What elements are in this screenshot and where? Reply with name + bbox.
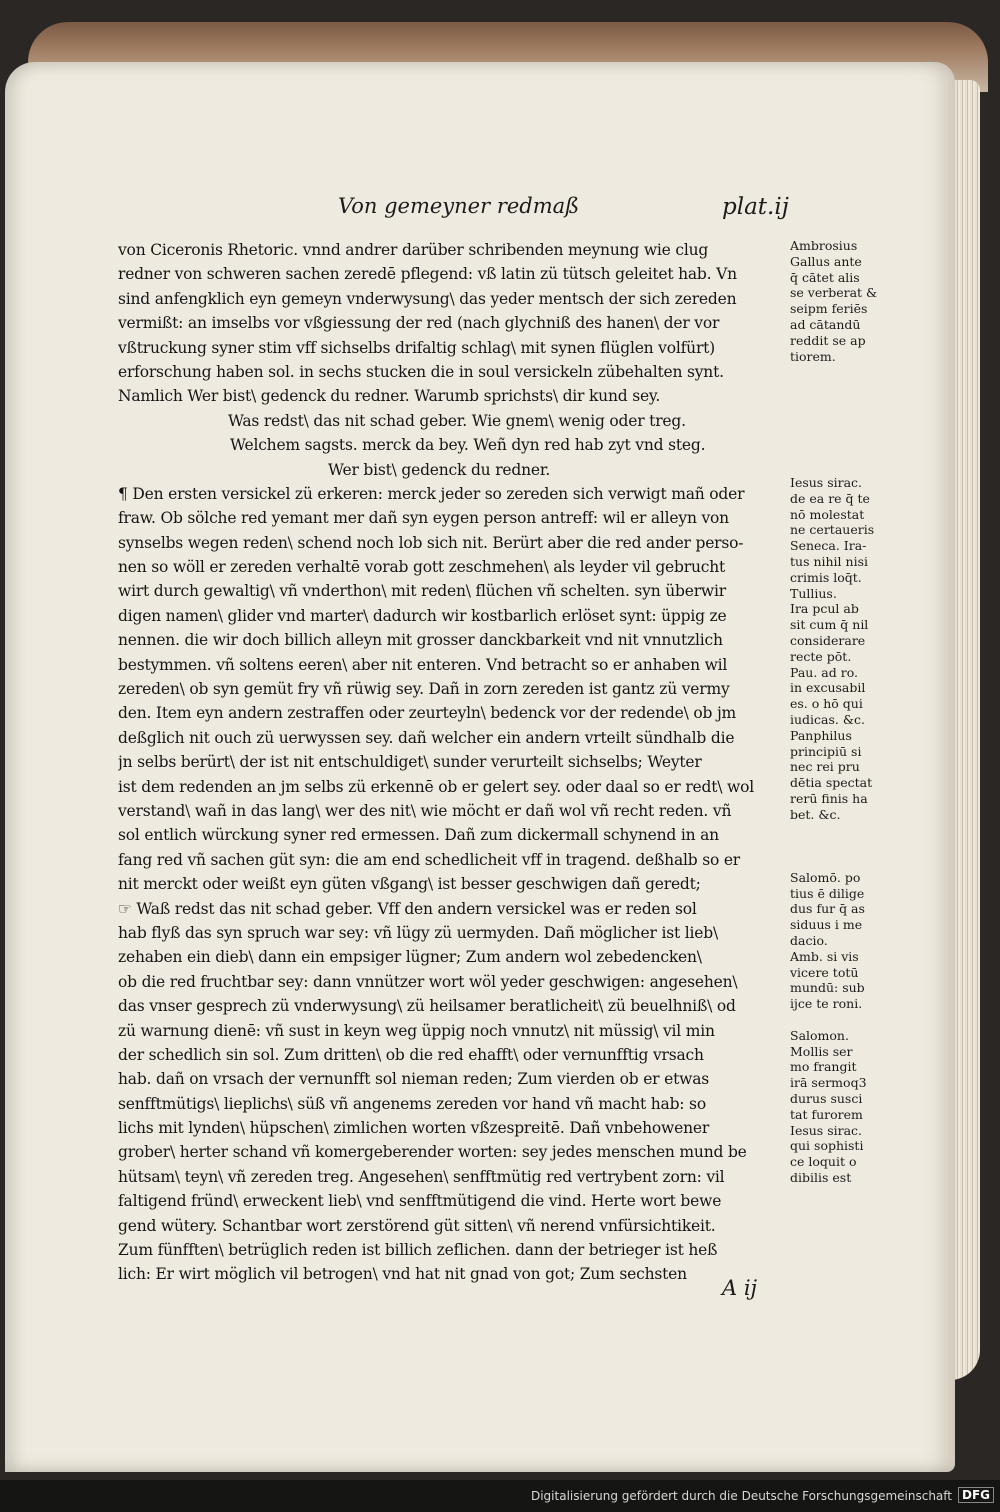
text-line: fang red vñ sachen güt syn: die am end schedlicheit vff in tragend. deßhalb so er: [118, 850, 741, 869]
text-line: Namlich Wer bist\ gedenck du redner. Warumb sprichsts\ dir kund sey.: [118, 387, 661, 406]
text-line: senfftmütigs\ lieplichs\ süß vñ angenems zereden vor hand vñ macht hab: so: [118, 1094, 706, 1113]
text-line: nennen. die wir doch billich alleyn mit grosser danckbarkeit vnd nit vnnutzlich: [118, 631, 723, 650]
margin-note-line: [790, 428, 890, 444]
text-line: den. Item eyn andern zestraffen oder zeurteyln\ bedenck vor der redende\ ob jm: [118, 704, 737, 723]
text-line: das vnser gesprech zü vnderwysung\ zü heilsamer beratlicheit\ zü beuelhniß\ od: [118, 997, 736, 1016]
margin-note-line: [790, 412, 890, 428]
text-line: vermißt: an imselbs vor vßgiessung der red (nach glychniß des hanen\ der vor: [118, 314, 720, 333]
margin-note-line: [790, 459, 890, 475]
margin-note-line: dētia spectat: [790, 775, 873, 791]
margin-note-line: Tullius.: [790, 585, 837, 601]
margin-note-line: rerū finis ha: [790, 790, 868, 806]
text-line: Zum fünfften\ betrüglich reden ist billich zeflichen. dann der betrieger ist heß: [118, 1241, 718, 1260]
text-line: vßtruckung syner stim vff sichselbs drifaltig schlag\ mit synen flüglen volfürt): [118, 338, 716, 357]
text-line: zehaben ein dieb\ dann ein empsiger lügner; Zum andern wol zebedencken\: [118, 948, 702, 967]
margin-note-line: sit cum q̄ nil: [790, 617, 869, 633]
text-line: verstand\ wañ in das lang\ wer des nit\ wie möcht er dañ wol vñ recht reden. vñ: [118, 801, 732, 820]
text-line: sol entlich würckung syner red ermessen. Dañ zum dickermall schynend in an: [118, 826, 719, 845]
margin-note-line: nec rei pru: [790, 759, 860, 775]
margin-note-line: crimis loq̄t.: [790, 569, 862, 585]
text-line: lich: Er wirt möglich vil betrogen\ vnd hat nit gnad von got; Zum sechsten: [118, 1265, 687, 1284]
text-line: zereden\ ob syn gemüt fry vñ rüwig sey. Dañ in zorn zereden ist gantz zü vermy: [118, 680, 730, 699]
text-line: sind anfengklich eyn gemeyn vnderwysung\ das yeder mentsch der sich zereden: [118, 289, 737, 308]
margin-note-line: ad cātandū: [790, 316, 861, 332]
text-line: gend wütery. Schantbar wort zerstörend güt sitten\ vñ nerend vnfürsichtikeit.: [118, 1216, 716, 1235]
text-line: wirt durch gewaltig\ vñ vnderthon\ mit reden\ flüchen vñ schelten. syn überwir: [118, 582, 726, 601]
text-line: Welchem sagsts. merck da bey. Weñ dyn red hab zyt vnd steg.: [230, 436, 706, 455]
margin-note-line: [790, 838, 890, 854]
margin-note-line: q̄ cātet alis: [790, 269, 860, 285]
text-line: jn selbs berürt\ der ist nit entschuldiget\ sunder verurteilt sichselbs; Weyter: [118, 753, 702, 772]
margin-note-line: tus nihil nisi: [790, 553, 868, 569]
margin-note-line: considerare: [790, 632, 866, 648]
text-line: redner von schweren sachen zeredē pflegend: vß latin zü tütsch geleitet hab. Vn: [118, 265, 737, 284]
margin-note-line: Ira pcul ab: [790, 601, 859, 617]
text-line: bestymmen. vñ soltens eeren\ aber nit enteren. Vnd betracht so er anhaben wil: [118, 655, 728, 674]
text-line: hab flyß das syn spruch war sey: vñ lügy zü uermyden. Dañ möglicher ist lieb\: [118, 923, 718, 942]
margin-note-line: ijce te roni.: [790, 996, 863, 1012]
margin-note-line: [790, 854, 890, 870]
margin-note-line: qui sophisti: [790, 1138, 864, 1154]
margin-note-line: [790, 443, 890, 459]
margin-note-line: Mollis ser: [790, 1043, 853, 1059]
text-line: hütsam\ teyn\ vñ zereden treg. Angesehen\ senfftmütig red vertrybent zorn: vil: [118, 1167, 725, 1186]
margin-note-line: Iesus sirac.: [790, 1122, 863, 1138]
margin-note-line: mo frangit: [790, 1059, 857, 1075]
text-line: lichs mit lynden\ hüpschen\ zimlichen worten vßzespreitē. Dañ vnbehowener: [118, 1119, 710, 1138]
margin-note-line: Amb. si vis: [790, 948, 859, 964]
margin-note-line: es. o hō qui: [790, 696, 863, 712]
margin-note-line: se verberat &: [790, 285, 878, 301]
text-line: erforschung haben sol. in sechs stucken die in soul versickeln zübehalten synt.: [118, 362, 724, 381]
margin-note-line: [790, 364, 890, 380]
margin-note-line: principiū si: [790, 743, 862, 759]
margin-note-line: reddit se ap: [790, 332, 866, 348]
folio-number: plat.ij: [722, 194, 789, 220]
margin-note-line: Salomō. po: [790, 869, 861, 885]
margin-note-line: ne certaueris: [790, 522, 875, 538]
text-line: nen so wöll er zereden verhaltē vorab gott zeschmehen\ als leyder vil gebrucht: [118, 558, 726, 577]
text-line: der schedlich sin sol. Zum dritten\ ob die red ehafft\ oder vernunfftig vrsach: [118, 1045, 704, 1064]
margin-note-line: Salomon.: [790, 1027, 849, 1043]
margin-note-line: dacio.: [790, 933, 828, 949]
margin-note-line: bet. &c.: [790, 806, 841, 822]
margin-note-line: mundū: sub: [790, 980, 865, 996]
text-line: ☞ Waß redst das nit schad geber. Vff den andern versickel was er reden sol: [118, 899, 697, 918]
margin-note-line: [790, 380, 890, 396]
text-line: faltigend fründ\ erweckent lieb\ vnd senfftmütigend die vind. Herte wort bewe: [118, 1192, 722, 1211]
margin-note-line: tat furorem: [790, 1106, 863, 1122]
margin-note-line: de ea re q̄ te: [790, 490, 870, 506]
running-title: Von gemeyner redmaß: [338, 194, 580, 218]
dfg-logo: DFG: [958, 1487, 994, 1503]
footer-credit: Digitalisierung gefördert durch die Deutsche Forschungsgemeinschaft: [530, 1489, 952, 1503]
margin-note-line: dus fur q̄ as: [790, 901, 865, 917]
margin-note-line: [790, 396, 890, 412]
margin-note-line: Gallus ante: [790, 253, 862, 269]
margin-note-line: Iesus sirac.: [790, 474, 863, 490]
signature-mark: A ij: [722, 1276, 758, 1300]
text-line: digen namen\ glider vnd marter\ dadurch wir kostbarlich erlöset synt: üppig ze: [118, 606, 727, 625]
margin-note-line: Panphilus: [790, 727, 852, 743]
margin-note-line: in excusabil: [790, 680, 866, 696]
margin-note-line: tiorem.: [790, 348, 836, 364]
margin-note-line: Ambrosius: [790, 238, 858, 253]
margin-note-line: [790, 822, 890, 838]
main-text-block: [118, 238, 786, 1287]
margin-note-line: irā sermoq3: [790, 1075, 867, 1091]
text-line: fraw. Ob sölche red yemant mer dañ syn eygen person antreff: wil er alleyn von: [118, 509, 729, 528]
text-line: ist dem redenden an jm selbs zü erkennē ob er gelert sey. oder daal so er redt\ wol: [118, 777, 754, 796]
margin-note-line: vicere totū: [790, 964, 859, 980]
margin-note-line: durus susci: [790, 1091, 863, 1107]
text-line: von Ciceronis Rhetoric. vnnd andrer darüber schribenden meynung wie clug: [118, 241, 709, 259]
margin-note-line: seipm feriēs: [790, 301, 868, 317]
margin-note-line: nō molestat: [790, 506, 865, 522]
text-line: zü warnung dienē: vñ sust in keyn weg üppig noch vnnutz\ nit müssig\ vil min: [118, 1021, 715, 1040]
margin-note-line: recte pōt.: [790, 648, 852, 664]
text-line: grober\ herter schand vñ komergeberender worten: sey jedes menschen mund be: [118, 1143, 747, 1162]
margin-note-line: iudicas. &c.: [790, 711, 865, 727]
margin-note-line: dibilis est: [790, 1170, 852, 1186]
margin-note-line: ce loquit o: [790, 1154, 857, 1170]
margin-note-line: Seneca. Ira-: [790, 538, 867, 554]
text-line: Was redst\ das nit schad geber. Wie gnem\ wenig oder treg.: [228, 411, 686, 430]
text-line: synselbs wegen reden\ schend noch lob sich nit. Berürt aber die red ander perso-: [118, 533, 744, 552]
text-line: Wer bist\ gedenck du redner.: [328, 460, 551, 479]
margin-note-line: tius ē dilige: [790, 885, 865, 901]
margin-note-line: Pau. ad ro.: [790, 664, 858, 680]
margin-note-line: [790, 1012, 890, 1028]
text-line: ¶ Den ersten versickel zü erkeren: merck jeder so zereden sich verwigt mañ oder: [118, 484, 745, 503]
text-line: hab. dañ on vrsach der vernunfft sol nieman reden; Zum vierden ob er etwas: [118, 1070, 709, 1089]
text-line: nit merckt oder weißt eyn güten vßgang\ ist besser geschwigen dañ geredt;: [118, 875, 701, 894]
text-line: ob die red fruchtbar sey: dann vnnützer wort wöl yeder geschwigen: angesehen\: [118, 972, 738, 991]
text-line: deßglich nit ouch zü uerwyssen sey. dañ welcher ein andern vrteilt sündhalb die: [118, 728, 735, 747]
margin-note-line: siduus i me: [790, 917, 863, 933]
margin-notes: [790, 238, 890, 1186]
